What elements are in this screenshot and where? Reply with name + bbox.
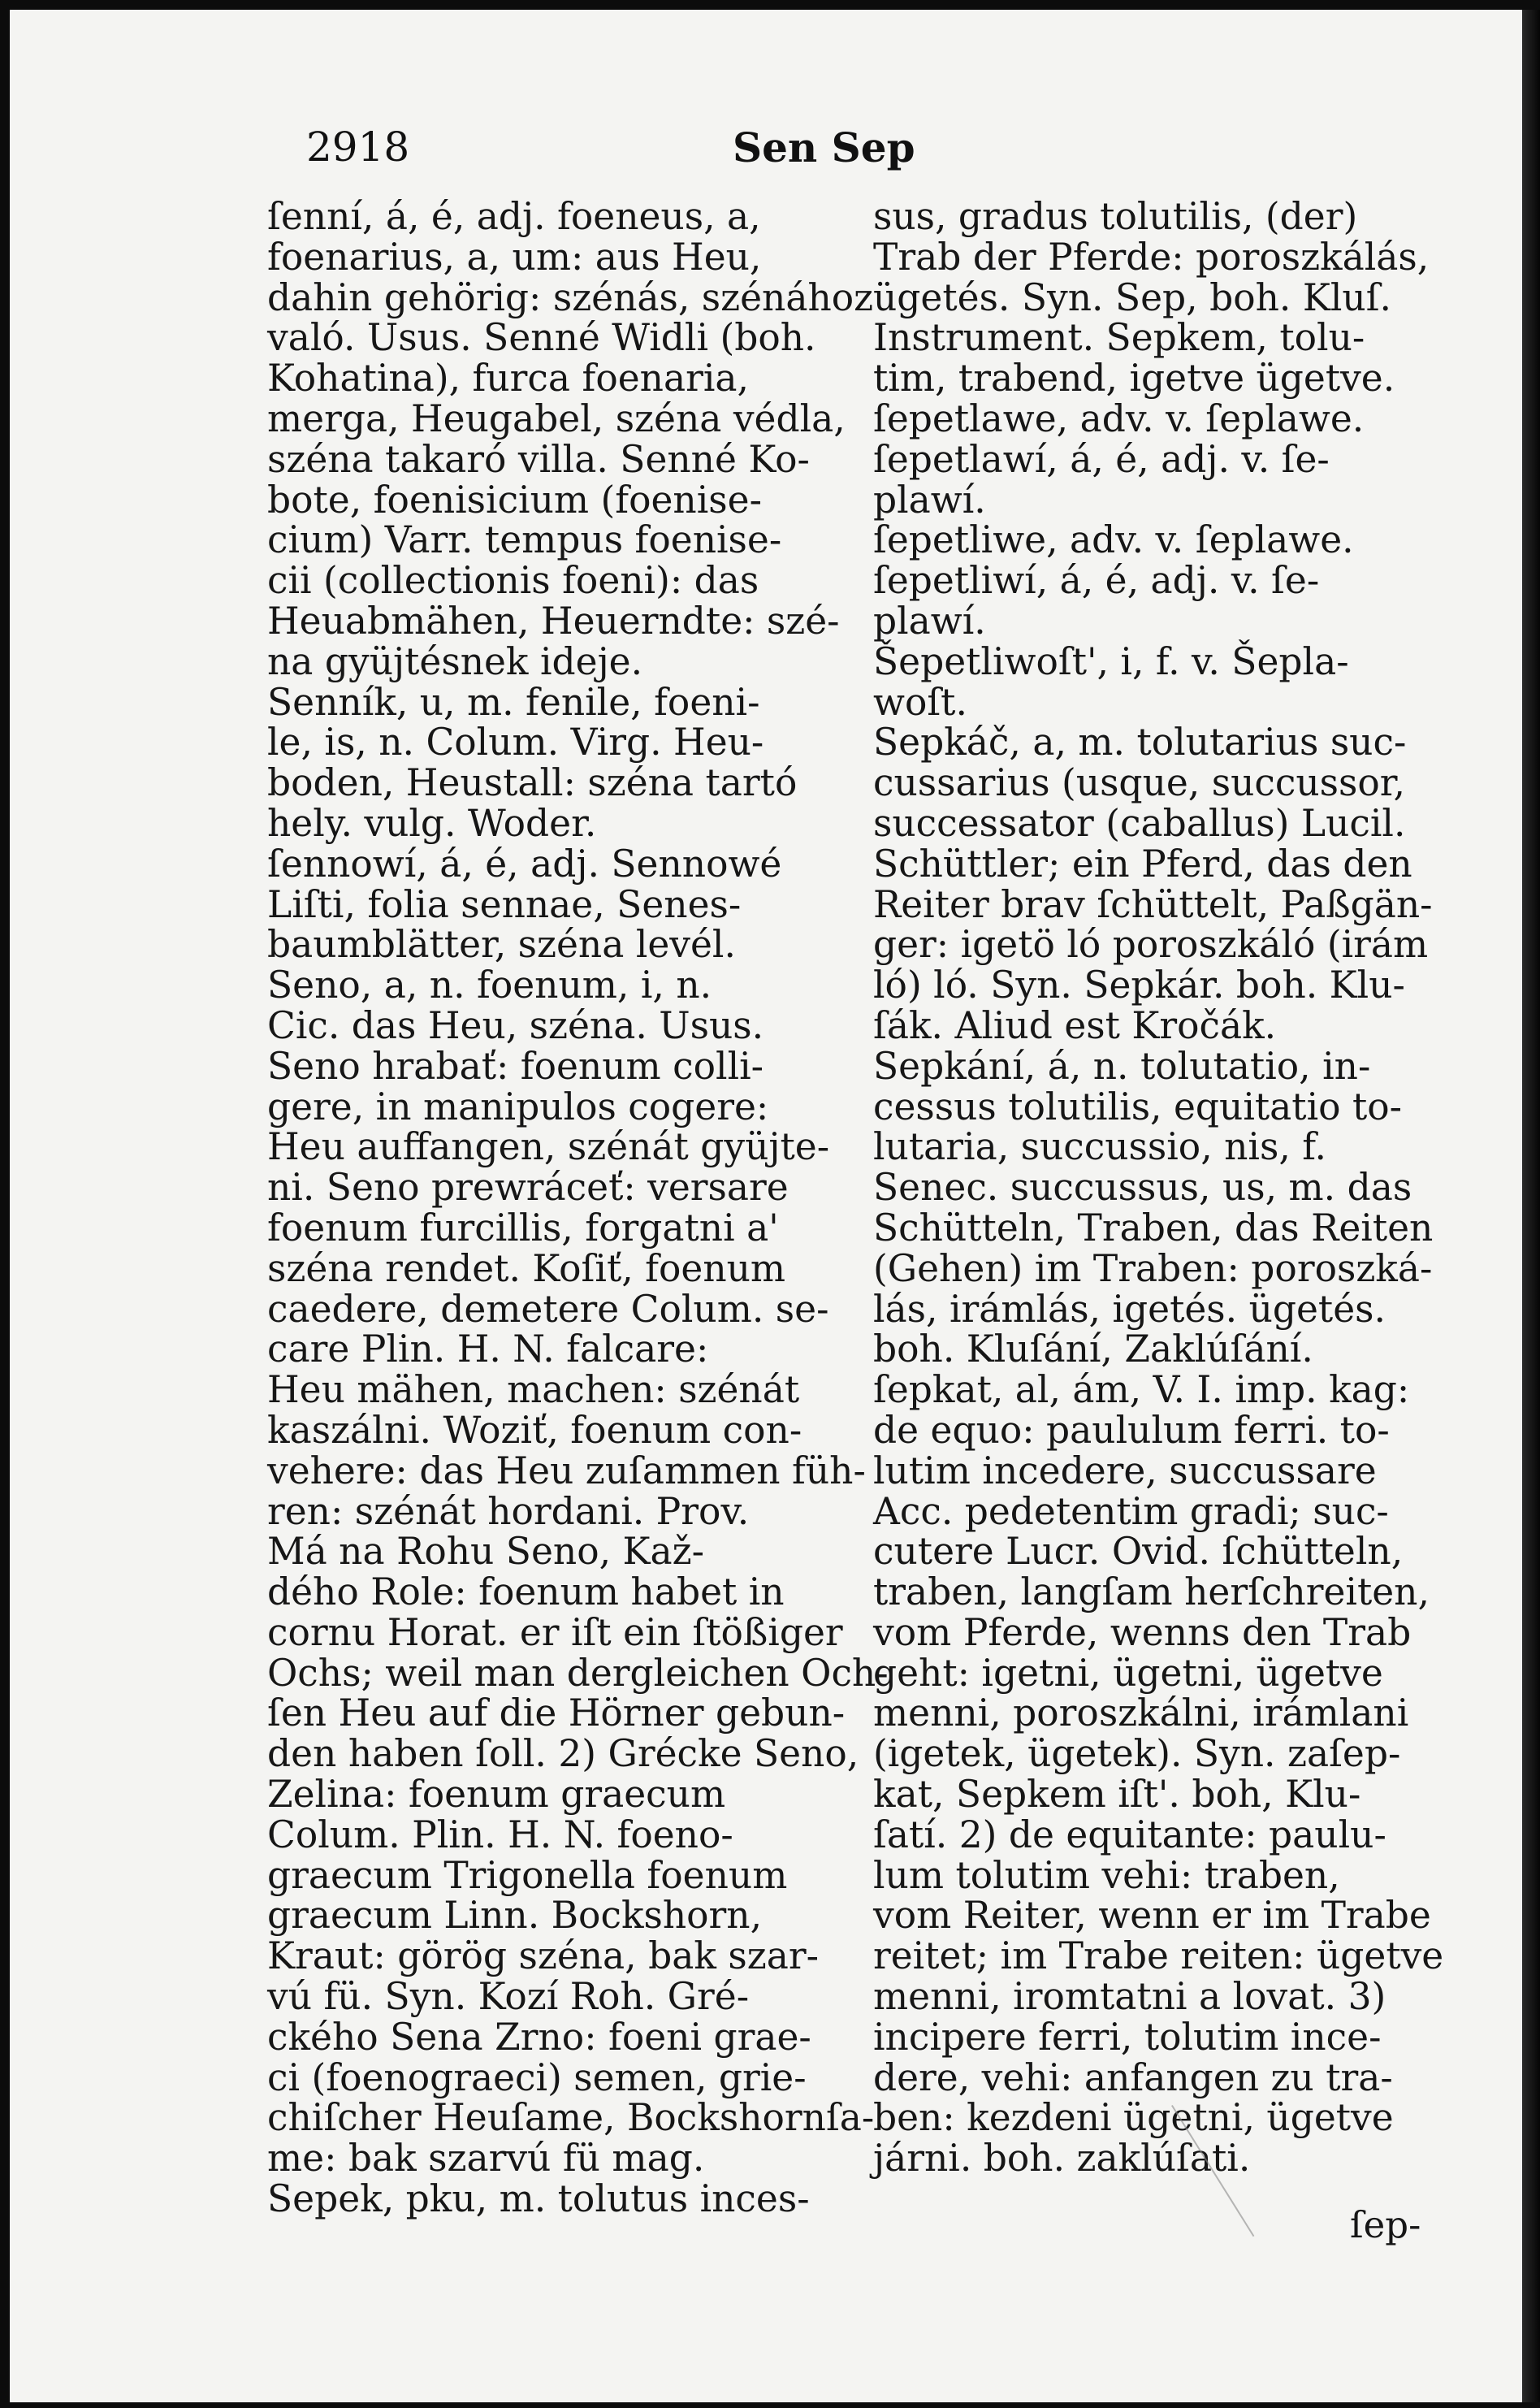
text-line: hely. vulg. Woder. bbox=[267, 801, 597, 845]
text-line: Kraut: görög széna, bak szar- bbox=[267, 1934, 819, 1978]
text-line: Senník, u, m. fenile, foeni- bbox=[267, 680, 760, 724]
text-line: széna takaró villa. Senné Ko- bbox=[267, 437, 810, 481]
page-number: 2918 bbox=[306, 123, 410, 171]
text-line: járni. boh. zaklúſati. bbox=[873, 2137, 1251, 2181]
text-line: Acc. pedetentim gradi; suc- bbox=[873, 1489, 1389, 1533]
text-line: plawí. bbox=[873, 478, 986, 522]
text-line: plawí. bbox=[873, 599, 986, 643]
text-line: Colum. Plin. H. N. foeno- bbox=[267, 1812, 733, 1856]
text-line: care Plin. H. N. falcare: bbox=[267, 1327, 709, 1371]
text-line: ſen Heu auf die Hörner gebun- bbox=[267, 1691, 846, 1735]
text-line: cium) Varr. tempus foenise- bbox=[267, 518, 782, 562]
text-line: vehere: das Heu zuſammen füh- bbox=[267, 1449, 866, 1492]
text-line: ni. Seno prewráceť: versare bbox=[267, 1166, 789, 1210]
text-line: ſennowí, á, é, adj. Sennowé bbox=[267, 842, 782, 886]
text-line: Reiter brav ſchüttelt, Paßgän- bbox=[873, 882, 1433, 926]
text-line: ſepetliwí, á, é, adj. v. ſe- bbox=[873, 559, 1320, 603]
text-line: ſepetlawe, adv. v. ſeplawe. bbox=[873, 396, 1365, 440]
text-line: Heu auffangen, szénát gyüjte- bbox=[267, 1125, 830, 1169]
text-line: tim, trabend, igetve ügetve. bbox=[873, 357, 1395, 401]
text-line: graecum Trigonella foenum bbox=[267, 1853, 788, 1897]
text-line: Šepetliwoſt', i, f. v. Šepla- bbox=[873, 639, 1349, 683]
text-line: de equo: paululum ferri. to- bbox=[873, 1408, 1390, 1452]
text-line: ger: igetö ló poroszkáló (irám bbox=[873, 923, 1429, 967]
text-line: ſepetlawí, á, é, adj. v. ſe- bbox=[873, 437, 1330, 481]
catchword: ſep- bbox=[1350, 2203, 1421, 2246]
text-line: vú fü. Syn. Kozí Roh. Gré- bbox=[267, 1975, 750, 2019]
text-line: successator (caballus) Lucil. bbox=[873, 801, 1406, 845]
text-line: ſepkat, al, ám, V. I. imp. kag: bbox=[873, 1368, 1410, 1412]
text-line: Ochs; weil man dergleichen Och- bbox=[267, 1651, 889, 1695]
text-line: Trab der Pferde: poroszkálás, bbox=[873, 235, 1430, 279]
text-line: ſenní, á, é, adj. foeneus, a, bbox=[267, 195, 761, 238]
text-line: Liſti, folia sennae, Senes- bbox=[267, 882, 742, 926]
text-line: den haben ſoll. 2) Grécke Seno, bbox=[267, 1732, 859, 1776]
text-line: ckého Sena Zrno: foeni grae- bbox=[267, 2015, 811, 2059]
text-line: boden, Heustall: széna tartó bbox=[267, 761, 798, 805]
text-line: gere, in manipulos cogere: bbox=[267, 1085, 769, 1128]
text-line: Kohatina), furca foenaria, bbox=[267, 357, 749, 401]
text-line: geht: igetni, ügetni, ügetve bbox=[873, 1651, 1383, 1695]
text-line: bote, foenisicium (foenise- bbox=[267, 478, 762, 522]
text-line: Schütteln, Traben, das Reiten bbox=[873, 1206, 1434, 1249]
text-line: na gyüjtésnek ideje. bbox=[267, 639, 643, 683]
running-head: Sen Sep bbox=[733, 123, 915, 171]
text-line: ſák. Aliud est Kročák. bbox=[873, 1003, 1277, 1047]
text-line: cessus tolutilis, equitatio to- bbox=[873, 1085, 1403, 1128]
text-line: ci (foenograeci) semen, grie- bbox=[267, 2055, 807, 2099]
text-line: graecum Linn. Bockshorn, bbox=[267, 1894, 763, 1938]
text-line: lás, irámlás, igetés. ügetés. bbox=[873, 1287, 1386, 1331]
text-line: menni, poroszkálni, irámlani bbox=[873, 1691, 1409, 1735]
text-line: dere, vehi: anfangen zu tra- bbox=[873, 2055, 1393, 2099]
text-line: kaszálni. Woziť, foenum con- bbox=[267, 1408, 802, 1452]
text-line: Sepkání, á, n. tolutatio, in- bbox=[873, 1044, 1371, 1088]
text-line: ſatí. 2) de equitante: paulu- bbox=[873, 1812, 1386, 1856]
text-line: (igetek, ügetek). Syn. zaſep- bbox=[873, 1732, 1401, 1776]
text-line: Heuabmähen, Heuerndte: szé- bbox=[267, 599, 840, 643]
text-line: Cic. das Heu, széna. Usus. bbox=[267, 1003, 764, 1047]
left-column bbox=[267, 195, 889, 2221]
text-line: lutim incedere, succussare bbox=[873, 1449, 1377, 1492]
text-line: ren: szénát hordani. Prov. bbox=[267, 1489, 750, 1533]
text-line: me: bak szarvú fü mag. bbox=[267, 2137, 705, 2181]
text-line: boh. Kluſání, Zaklúſání. bbox=[873, 1327, 1313, 1371]
text-line: foenum furcillis, forgatni a' bbox=[267, 1206, 779, 1249]
text-line: lutaria, succussio, nis, f. bbox=[873, 1125, 1326, 1169]
text-line: dého Role: foenum habet in bbox=[267, 1570, 785, 1614]
text-line: Instrument. Sepkem, tolu- bbox=[873, 316, 1365, 360]
text-line: ló) ló. Syn. Sepkár. boh. Klu- bbox=[873, 964, 1405, 1007]
text-line: Heu mähen, machen: szénát bbox=[267, 1368, 800, 1412]
text-line: való. Usus. Senné Widli (boh. bbox=[267, 316, 816, 360]
text-line: széna rendet. Koſiť, foenum bbox=[267, 1246, 786, 1290]
text-line: Seno, a, n. foenum, i, n. bbox=[267, 964, 712, 1007]
text-line: Má na Rohu Seno, Kaž- bbox=[267, 1530, 704, 1574]
text-line: ben: kezdeni ügetni, ügetve bbox=[873, 2096, 1394, 2140]
text-line: Senec. succussus, us, m. das bbox=[873, 1166, 1412, 1210]
text-line: reitet; im Trabe reiten: ügetve bbox=[873, 1934, 1444, 1978]
text-line: ſepetliwe, adv. v. ſeplawe. bbox=[873, 518, 1354, 562]
text-line: cornu Horat. er iſt ein ſtößiger bbox=[267, 1610, 843, 1654]
text-line: Sepkáč, a, m. tolutarius suc- bbox=[873, 721, 1407, 764]
text-line: incipere ferri, tolutim ince- bbox=[873, 2015, 1382, 2059]
text-line: Sepek, pku, m. tolutus inces- bbox=[267, 2177, 810, 2221]
text-line: lum tolutim vehi: traben, bbox=[873, 1853, 1340, 1897]
text-line: Zelina: foenum graecum bbox=[267, 1773, 726, 1817]
text-line: traben, langſam herſchreiten, bbox=[873, 1570, 1430, 1614]
text-line: kat, Sepkem iſt'. boh, Klu- bbox=[873, 1773, 1361, 1817]
text-line: merga, Heugabel, széna védla, bbox=[267, 396, 846, 440]
text-line: menni, iromtatni a lovat. 3) bbox=[873, 1975, 1386, 2019]
text-line: cutere Lucr. Ovid. ſchütteln, bbox=[873, 1530, 1404, 1574]
text-line: sus, gradus tolutilis, (der) bbox=[873, 195, 1358, 238]
text-line: Schüttler; ein Pferd, das den bbox=[873, 842, 1412, 886]
text-line: dahin gehörig: szénás, szénához bbox=[267, 275, 874, 319]
text-line: caedere, demetere Colum. se- bbox=[267, 1287, 829, 1331]
text-line: le, is, n. Colum. Virg. Heu- bbox=[267, 721, 764, 764]
text-line: foenarius, a, um: aus Heu, bbox=[267, 235, 762, 279]
book-spine-edge bbox=[1522, 10, 1540, 2402]
text-line: cii (collectionis foeni): das bbox=[267, 559, 759, 603]
text-line: chiſcher Heuſame, Bockshornſa- bbox=[267, 2096, 875, 2140]
text-line: baumblätter, széna levél. bbox=[267, 923, 736, 967]
text-line: vom Pferde, wenns den Trab bbox=[873, 1610, 1412, 1654]
page-header bbox=[10, 123, 1522, 180]
text-line: (Gehen) im Traben: poroszká- bbox=[873, 1246, 1433, 1290]
text-line: vom Reiter, wenn er im Trabe bbox=[873, 1894, 1431, 1938]
text-line: cussarius (usque, succussor, bbox=[873, 761, 1405, 805]
right-column bbox=[873, 197, 1474, 2179]
text-line: ügetés. Syn. Sep, boh. Kluſ. bbox=[873, 275, 1391, 319]
text-line: Seno hrabať: foenum colli- bbox=[267, 1044, 764, 1088]
dictionary-page bbox=[10, 10, 1522, 2402]
text-line: woſt. bbox=[873, 680, 967, 724]
